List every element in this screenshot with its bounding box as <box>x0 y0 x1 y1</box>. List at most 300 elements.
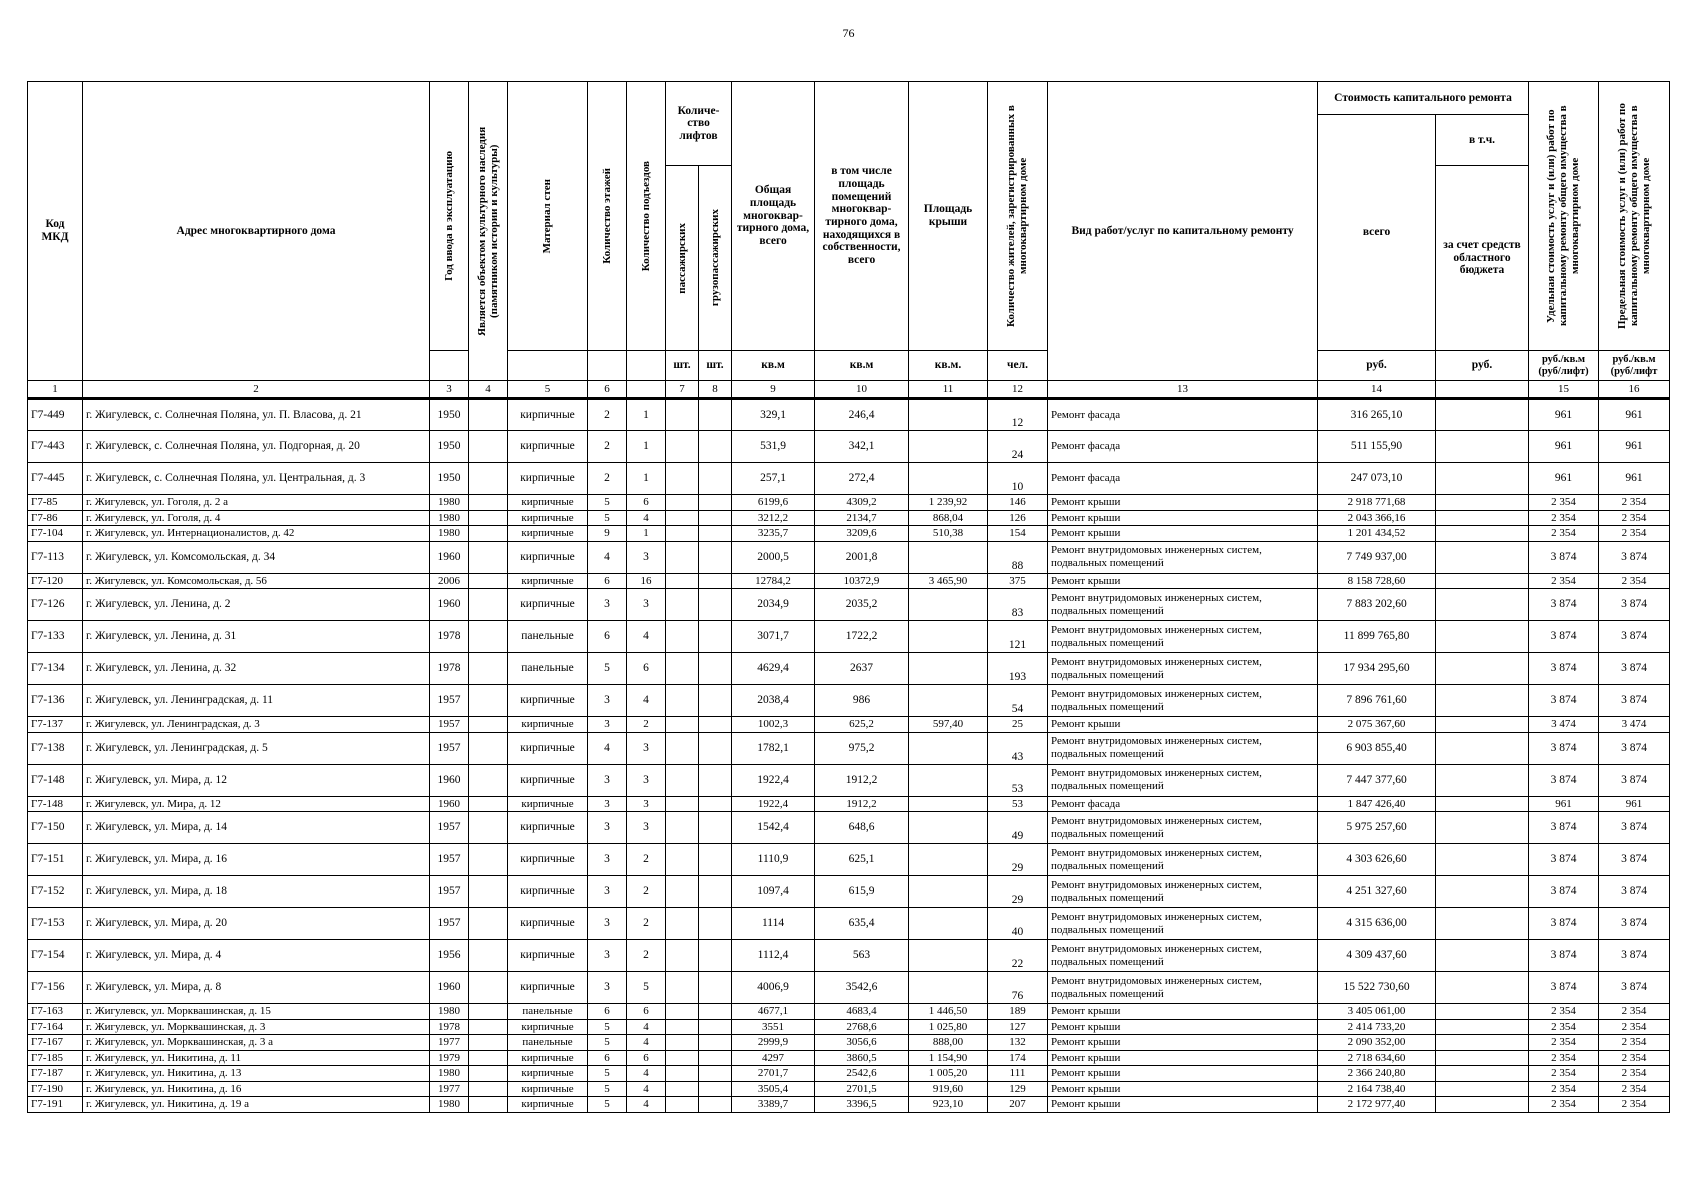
cell-material: кирпичные <box>508 940 588 972</box>
cell-unit-cost: 961 <box>1529 463 1599 495</box>
cell-owned-area: 625,2 <box>815 717 909 733</box>
cell-entrances: 3 <box>627 541 666 573</box>
cell-roof-area <box>909 589 988 621</box>
cell-budget-cost <box>1436 1066 1529 1082</box>
cell-max-cost: 2 354 <box>1599 510 1670 526</box>
cell-max-cost: 2 354 <box>1599 1081 1670 1097</box>
cell-owned-area: 2001,8 <box>815 541 909 573</box>
cell-heritage <box>469 940 508 972</box>
cell-roof-area: 888,00 <box>909 1035 988 1051</box>
cell-work-type: Ремонт внутридомовых инженерных систем, подвальных помещений <box>1048 972 1318 1004</box>
cell-budget-cost <box>1436 1004 1529 1020</box>
cell-work-type: Ремонт крыши <box>1048 495 1318 511</box>
cell-material: панельные <box>508 1035 588 1051</box>
header-total-area: Общая площадь многоквар-тирного дома, всего <box>732 82 815 351</box>
header-freight: грузопассажирских <box>699 166 732 351</box>
cell-code: Г7-126 <box>28 589 83 621</box>
cell-code: Г7-148 <box>28 764 83 796</box>
cell-max-cost: 3 874 <box>1599 541 1670 573</box>
cell-entrances: 5 <box>627 972 666 1004</box>
table-row <box>28 1004 1670 1020</box>
cell-total-area: 3389,7 <box>732 1097 815 1113</box>
header-unit-cost: Удельная стоимость услуг и (или) работ по капитальному ремонту общего имущества в многоквартирном доме <box>1529 82 1599 351</box>
cell-total-area: 1097,4 <box>732 876 815 908</box>
cell-floors: 3 <box>588 844 627 876</box>
cell-roof-area <box>909 908 988 940</box>
cell-total-area: 1110,9 <box>732 844 815 876</box>
cell-residents: 12 <box>988 399 1048 431</box>
cell-entrances: 3 <box>627 732 666 764</box>
cell-freight-elevators <box>699 1050 732 1066</box>
cell-material: кирпичные <box>508 972 588 1004</box>
cell-total-cost: 2 366 240,80 <box>1318 1066 1436 1082</box>
cell-unit-cost: 3 874 <box>1529 653 1599 685</box>
cell-work-type: Ремонт внутридомовых инженерных систем, подвальных помещений <box>1048 653 1318 685</box>
unit-pcs-passenger: шт. <box>666 351 699 381</box>
cell-floors: 3 <box>588 589 627 621</box>
cell-budget-cost <box>1436 526 1529 542</box>
cell-max-cost: 3 874 <box>1599 812 1670 844</box>
cell-total-cost: 17 934 295,60 <box>1318 653 1436 685</box>
cell-code: Г7-154 <box>28 940 83 972</box>
cell-unit-cost: 2 354 <box>1529 526 1599 542</box>
cell-material: кирпичные <box>508 1050 588 1066</box>
cell-budget-cost <box>1436 796 1529 812</box>
table-row <box>28 1081 1670 1097</box>
column-numbers-row <box>28 381 1670 399</box>
cell-freight-elevators <box>699 812 732 844</box>
cell-code: Г7-156 <box>28 972 83 1004</box>
cell-entrances: 2 <box>627 940 666 972</box>
cell-code: Г7-113 <box>28 541 83 573</box>
cell-address: г. Жигулевск, ул. Комсомольская, д. 34 <box>83 541 430 573</box>
column-number: 8 <box>699 381 732 399</box>
cell-roof-area: 1 005,20 <box>909 1066 988 1082</box>
cell-max-cost: 2 354 <box>1599 1097 1670 1113</box>
cell-owned-area: 3860,5 <box>815 1050 909 1066</box>
cell-material: кирпичные <box>508 589 588 621</box>
cell-code: Г7-134 <box>28 653 83 685</box>
cell-material: кирпичные <box>508 844 588 876</box>
cell-material: кирпичные <box>508 431 588 463</box>
header-including: в т.ч. <box>1436 115 1529 166</box>
cell-residents: 207 <box>988 1097 1048 1113</box>
cell-passenger-elevators <box>666 653 699 685</box>
cell-address: г. Жигулевск, ул. Мира, д. 12 <box>83 796 430 812</box>
cell-passenger-elevators <box>666 1050 699 1066</box>
header-passenger: пассажирских <box>666 166 699 351</box>
cell-entrances: 1 <box>627 431 666 463</box>
header-entrances: Количество подъездов <box>627 82 666 351</box>
cell-total-cost: 7 896 761,60 <box>1318 685 1436 717</box>
cell-budget-cost <box>1436 972 1529 1004</box>
cell-passenger-elevators <box>666 589 699 621</box>
cell-code: Г7-151 <box>28 844 83 876</box>
table-row <box>28 876 1670 908</box>
cell-freight-elevators <box>699 685 732 717</box>
cell-budget-cost <box>1436 764 1529 796</box>
cell-floors: 3 <box>588 876 627 908</box>
table-row <box>28 812 1670 844</box>
cell-heritage <box>469 972 508 1004</box>
cell-floors: 6 <box>588 621 627 653</box>
cell-work-type: Ремонт внутридомовых инженерных систем, подвальных помещений <box>1048 685 1318 717</box>
table-row <box>28 940 1670 972</box>
cell-total-cost: 4 315 636,00 <box>1318 908 1436 940</box>
cell-max-cost: 2 354 <box>1599 1050 1670 1066</box>
cell-budget-cost <box>1436 573 1529 589</box>
cell-roof-area <box>909 972 988 1004</box>
cell-work-type: Ремонт внутридомовых инженерных систем, подвальных помещений <box>1048 908 1318 940</box>
cell-material: кирпичные <box>508 685 588 717</box>
cell-residents: 29 <box>988 876 1048 908</box>
cell-roof-area <box>909 732 988 764</box>
cell-roof-area: 1 239,92 <box>909 495 988 511</box>
cell-unit-cost: 3 874 <box>1529 940 1599 972</box>
cell-roof-area <box>909 541 988 573</box>
header-residents: Количество жителей, зарегистрированных в многоквартирном доме <box>988 82 1048 351</box>
cell-code: Г7-86 <box>28 510 83 526</box>
cell-address: г. Жигулевск, ул. Ленинградская, д. 11 <box>83 685 430 717</box>
cell-roof-area <box>909 940 988 972</box>
cell-address: г. Жигулевск, ул. Мира, д. 16 <box>83 844 430 876</box>
cell-roof-area <box>909 796 988 812</box>
cell-unit-cost: 3 874 <box>1529 589 1599 621</box>
cell-year: 1960 <box>430 589 469 621</box>
cell-address: г. Жигулевск, ул. Мира, д. 18 <box>83 876 430 908</box>
page-number: 76 <box>842 26 855 40</box>
cell-owned-area: 975,2 <box>815 732 909 764</box>
cell-max-cost: 3 874 <box>1599 940 1670 972</box>
cell-material: кирпичные <box>508 876 588 908</box>
cell-heritage <box>469 844 508 876</box>
table-row <box>28 1019 1670 1035</box>
cell-year: 1957 <box>430 844 469 876</box>
cell-year: 1957 <box>430 732 469 764</box>
cell-passenger-elevators <box>666 796 699 812</box>
cell-floors: 3 <box>588 972 627 1004</box>
cell-floors: 5 <box>588 1035 627 1051</box>
cell-unit-cost: 3 874 <box>1529 972 1599 1004</box>
cell-budget-cost <box>1436 940 1529 972</box>
cell-owned-area: 3396,5 <box>815 1097 909 1113</box>
table-row <box>28 844 1670 876</box>
cell-heritage <box>469 876 508 908</box>
unit-empty-material <box>508 351 588 381</box>
cell-entrances: 4 <box>627 510 666 526</box>
cell-owned-area: 342,1 <box>815 431 909 463</box>
cell-heritage <box>469 526 508 542</box>
cell-residents: 49 <box>988 812 1048 844</box>
cell-floors: 5 <box>588 1081 627 1097</box>
cell-unit-cost: 2 354 <box>1529 1050 1599 1066</box>
cell-budget-cost <box>1436 510 1529 526</box>
cell-material: кирпичные <box>508 764 588 796</box>
cell-residents: 146 <box>988 495 1048 511</box>
cell-owned-area: 3542,6 <box>815 972 909 1004</box>
cell-freight-elevators <box>699 526 732 542</box>
table-row <box>28 1066 1670 1082</box>
cell-freight-elevators <box>699 1066 732 1082</box>
cell-unit-cost: 3 874 <box>1529 685 1599 717</box>
cell-residents: 193 <box>988 653 1048 685</box>
cell-floors: 3 <box>588 764 627 796</box>
cell-entrances: 2 <box>627 876 666 908</box>
cell-year: 1979 <box>430 1050 469 1066</box>
cell-max-cost: 3 874 <box>1599 621 1670 653</box>
cell-code: Г7-445 <box>28 463 83 495</box>
cell-entrances: 1 <box>627 399 666 431</box>
cell-residents: 53 <box>988 796 1048 812</box>
cell-material: кирпичные <box>508 463 588 495</box>
cell-total-area: 2999,9 <box>732 1035 815 1051</box>
cell-entrances: 4 <box>627 1019 666 1035</box>
cell-entrances: 3 <box>627 764 666 796</box>
header-regional-budget: за счет средств областного бюджета <box>1436 166 1529 351</box>
cell-budget-cost <box>1436 717 1529 733</box>
cell-code: Г7-443 <box>28 431 83 463</box>
cell-work-type: Ремонт внутридомовых инженерных систем, подвальных помещений <box>1048 844 1318 876</box>
cell-year: 1950 <box>430 399 469 431</box>
cell-code: Г7-137 <box>28 717 83 733</box>
cell-year: 1957 <box>430 717 469 733</box>
cell-max-cost: 2 354 <box>1599 1004 1670 1020</box>
header-code: Код МКД <box>28 82 83 381</box>
cell-address: г. Жигулевск, ул. Ленинградская, д. 3 <box>83 717 430 733</box>
cell-freight-elevators <box>699 495 732 511</box>
header-total: всего <box>1318 115 1436 351</box>
cell-owned-area: 635,4 <box>815 908 909 940</box>
unit-rub-budget: руб. <box>1436 351 1529 381</box>
cell-unit-cost: 3 874 <box>1529 541 1599 573</box>
cell-total-cost: 2 090 352,00 <box>1318 1035 1436 1051</box>
cell-unit-cost: 2 354 <box>1529 495 1599 511</box>
cell-max-cost: 2 354 <box>1599 495 1670 511</box>
cell-roof-area <box>909 399 988 431</box>
unit-sqm-total: кв.м <box>732 351 815 381</box>
cell-heritage <box>469 463 508 495</box>
table-row <box>28 573 1670 589</box>
cell-max-cost: 3 874 <box>1599 685 1670 717</box>
cell-residents: 24 <box>988 431 1048 463</box>
cell-address: г. Жигулевск, ул. Гоголя, д. 4 <box>83 510 430 526</box>
cell-code: Г7-138 <box>28 732 83 764</box>
cell-material: кирпичные <box>508 732 588 764</box>
cell-code: Г7-449 <box>28 399 83 431</box>
unit-people: чел. <box>988 351 1048 381</box>
table-row <box>28 510 1670 526</box>
cell-total-area: 6199,6 <box>732 495 815 511</box>
cell-budget-cost <box>1436 463 1529 495</box>
cell-passenger-elevators <box>666 1081 699 1097</box>
cell-entrances: 6 <box>627 1004 666 1020</box>
column-number: 1 <box>28 381 83 399</box>
column-number: 12 <box>988 381 1048 399</box>
table-row <box>28 621 1670 653</box>
cell-residents: 189 <box>988 1004 1048 1020</box>
table-row <box>28 495 1670 511</box>
cell-passenger-elevators <box>666 1066 699 1082</box>
cell-material: панельные <box>508 621 588 653</box>
cell-freight-elevators <box>699 1081 732 1097</box>
cell-owned-area: 615,9 <box>815 876 909 908</box>
unit-sqm-owned: кв.м <box>815 351 909 381</box>
cell-year: 1960 <box>430 541 469 573</box>
cell-unit-cost: 3 474 <box>1529 717 1599 733</box>
cell-year: 2006 <box>430 573 469 589</box>
cell-entrances: 4 <box>627 1035 666 1051</box>
cell-total-cost: 247 073,10 <box>1318 463 1436 495</box>
cell-entrances: 2 <box>627 908 666 940</box>
table-row <box>28 796 1670 812</box>
unit-max-per-sqm: руб./кв.м (руб/лифт <box>1599 351 1670 381</box>
table-row <box>28 431 1670 463</box>
cell-total-area: 3235,7 <box>732 526 815 542</box>
cell-address: г. Жигулевск, с. Солнечная Поляна, ул. П. Власова, д. 21 <box>83 399 430 431</box>
cell-total-area: 1114 <box>732 908 815 940</box>
cell-owned-area: 648,6 <box>815 812 909 844</box>
cell-passenger-elevators <box>666 1004 699 1020</box>
cell-work-type: Ремонт крыши <box>1048 1081 1318 1097</box>
cell-budget-cost <box>1436 653 1529 685</box>
cell-max-cost: 2 354 <box>1599 1035 1670 1051</box>
column-number: 2 <box>83 381 430 399</box>
cell-unit-cost: 3 874 <box>1529 621 1599 653</box>
cell-floors: 5 <box>588 510 627 526</box>
cell-total-area: 1782,1 <box>732 732 815 764</box>
cell-code: Г7-136 <box>28 685 83 717</box>
cell-roof-area <box>909 621 988 653</box>
unit-rub-total: руб. <box>1318 351 1436 381</box>
cell-owned-area: 3056,6 <box>815 1035 909 1051</box>
cell-floors: 5 <box>588 1019 627 1035</box>
cell-material: панельные <box>508 653 588 685</box>
cell-residents: 121 <box>988 621 1048 653</box>
cell-residents: 53 <box>988 764 1048 796</box>
header-address: Адрес многоквартирного дома <box>83 82 430 381</box>
cell-floors: 5 <box>588 1066 627 1082</box>
cell-budget-cost <box>1436 541 1529 573</box>
cell-floors: 3 <box>588 717 627 733</box>
cell-max-cost: 2 354 <box>1599 573 1670 589</box>
cell-heritage <box>469 573 508 589</box>
cell-floors: 4 <box>588 732 627 764</box>
cell-freight-elevators <box>699 463 732 495</box>
cell-owned-area: 4309,2 <box>815 495 909 511</box>
cell-owned-area: 2134,7 <box>815 510 909 526</box>
cell-heritage <box>469 796 508 812</box>
cell-total-area: 3505,4 <box>732 1081 815 1097</box>
cell-year: 1950 <box>430 431 469 463</box>
cell-roof-area <box>909 685 988 717</box>
cell-total-area: 4677,1 <box>732 1004 815 1020</box>
cell-work-type: Ремонт крыши <box>1048 510 1318 526</box>
cell-total-cost: 2 043 366,16 <box>1318 510 1436 526</box>
cell-heritage <box>469 1097 508 1113</box>
cell-unit-cost: 3 874 <box>1529 908 1599 940</box>
cell-residents: 83 <box>988 589 1048 621</box>
cell-passenger-elevators <box>666 399 699 431</box>
cell-total-area: 257,1 <box>732 463 815 495</box>
cell-floors: 2 <box>588 463 627 495</box>
table-row <box>28 589 1670 621</box>
cell-budget-cost <box>1436 1081 1529 1097</box>
cell-budget-cost <box>1436 1019 1529 1035</box>
cell-address: г. Жигулевск, ул. Ленина, д. 32 <box>83 653 430 685</box>
header-floors: Количество этажей <box>588 82 627 351</box>
cell-address: г. Жигулевск, ул. Ленина, д. 2 <box>83 589 430 621</box>
cell-heritage <box>469 717 508 733</box>
cell-address: г. Жигулевск, ул. Мира, д. 20 <box>83 908 430 940</box>
cell-max-cost: 3 874 <box>1599 844 1670 876</box>
cell-work-type: Ремонт крыши <box>1048 717 1318 733</box>
cell-roof-area: 3 465,90 <box>909 573 988 589</box>
unit-pcs-freight: шт. <box>699 351 732 381</box>
cell-unit-cost: 2 354 <box>1529 1004 1599 1020</box>
cell-max-cost: 3 474 <box>1599 717 1670 733</box>
cell-work-type: Ремонт крыши <box>1048 1066 1318 1082</box>
header-wall-material: Материал стен <box>508 82 588 351</box>
cell-floors: 2 <box>588 399 627 431</box>
cell-total-area: 2701,7 <box>732 1066 815 1082</box>
cell-unit-cost: 2 354 <box>1529 1066 1599 1082</box>
cell-total-cost: 511 155,90 <box>1318 431 1436 463</box>
cell-passenger-elevators <box>666 732 699 764</box>
cell-material: кирпичные <box>508 717 588 733</box>
cell-residents: 132 <box>988 1035 1048 1051</box>
cell-passenger-elevators <box>666 844 699 876</box>
cell-total-cost: 2 075 367,60 <box>1318 717 1436 733</box>
cell-heritage <box>469 495 508 511</box>
cell-material: панельные <box>508 1004 588 1020</box>
cell-residents: 43 <box>988 732 1048 764</box>
cell-roof-area: 1 025,80 <box>909 1019 988 1035</box>
cell-max-cost: 2 354 <box>1599 1066 1670 1082</box>
cell-passenger-elevators <box>666 685 699 717</box>
cell-material: кирпичные <box>508 1097 588 1113</box>
cell-total-area: 1922,4 <box>732 764 815 796</box>
cell-residents: 375 <box>988 573 1048 589</box>
cell-total-cost: 7 749 937,00 <box>1318 541 1436 573</box>
cell-freight-elevators <box>699 940 732 972</box>
cell-unit-cost: 2 354 <box>1529 1081 1599 1097</box>
cell-max-cost: 3 874 <box>1599 764 1670 796</box>
cell-year: 1957 <box>430 908 469 940</box>
cell-address: г. Жигулевск, ул. Никитина, д. 13 <box>83 1066 430 1082</box>
unit-empty-entrances <box>627 351 666 381</box>
cell-freight-elevators <box>699 431 732 463</box>
cell-heritage <box>469 621 508 653</box>
cell-work-type: Ремонт крыши <box>1048 1097 1318 1113</box>
cell-max-cost: 3 874 <box>1599 732 1670 764</box>
cell-material: кирпичные <box>508 908 588 940</box>
cell-code: Г7-190 <box>28 1081 83 1097</box>
cell-residents: 10 <box>988 463 1048 495</box>
cell-freight-elevators <box>699 589 732 621</box>
cell-entrances: 16 <box>627 573 666 589</box>
cell-owned-area: 2035,2 <box>815 589 909 621</box>
cell-unit-cost: 3 874 <box>1529 764 1599 796</box>
cell-address: г. Жигулевск, ул. Мира, д. 14 <box>83 812 430 844</box>
table-row <box>28 399 1670 431</box>
cell-unit-cost: 2 354 <box>1529 1019 1599 1035</box>
cell-entrances: 3 <box>627 796 666 812</box>
cell-residents: 129 <box>988 1081 1048 1097</box>
cell-unit-cost: 2 354 <box>1529 1097 1599 1113</box>
column-number: 6 <box>588 381 627 399</box>
cell-freight-elevators <box>699 732 732 764</box>
cell-floors: 3 <box>588 812 627 844</box>
